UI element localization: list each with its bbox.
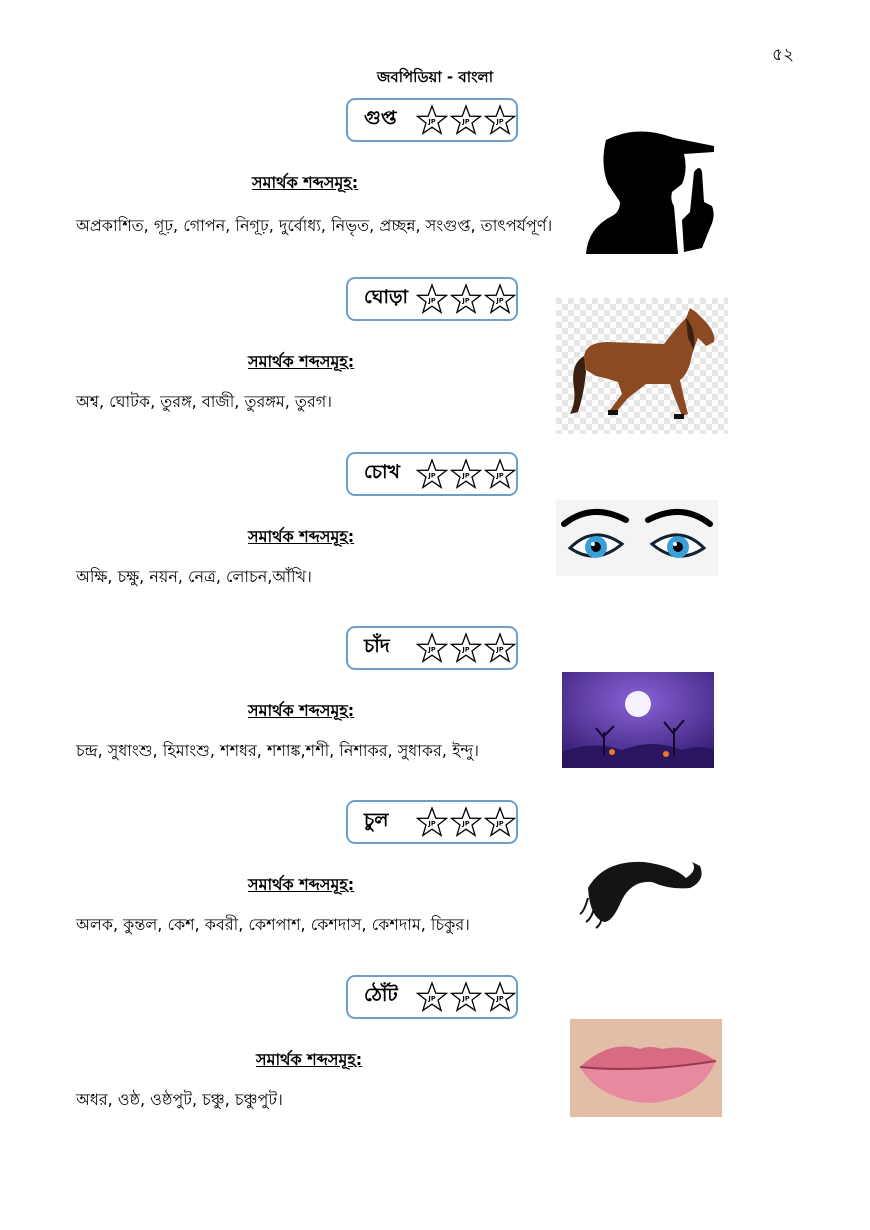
svg-text:JP: JP [462,471,470,480]
svg-text:JP: JP [496,471,504,480]
secret-silhouette-image [586,128,738,254]
star-icon [450,632,482,664]
star-icon [484,981,516,1013]
rating-stars [416,104,516,136]
svg-text:JP: JP [496,994,504,1003]
word-box [346,975,518,1019]
entry-word: গুপ্ত [364,107,397,129]
svg-text:JP: JP [428,994,436,1003]
entry-word: চুল [364,809,389,831]
star-icon [484,806,516,838]
synonyms-heading: সমার্থক শব্দসমূহ: [248,701,355,720]
word-box [346,277,518,321]
star-icon [416,283,448,315]
svg-text:JP: JP [428,117,436,126]
eyes-image [556,500,718,576]
word-box [346,452,518,496]
star-icon [484,458,516,490]
entry-word: চাঁদ [364,635,390,657]
rating-stars [416,283,516,315]
entry-word: ঘোড়া [364,286,409,308]
star-icon [450,104,482,136]
entry-card [0,452,870,622]
svg-text:JP: JP [462,117,470,126]
synonyms-heading: সমার্থক শব্দসমূহ: [252,173,359,192]
page-number: ৫২ [772,45,795,65]
svg-text:JP: JP [462,994,470,1003]
synonyms-heading: সমার্থক শব্দসমূহ: [256,1050,363,1069]
entry-card [0,800,870,970]
synonyms-text: অপ্রকাশিত, গূঢ়, গোপন, নিগূঢ়, দুর্বোধ্য, নিভৃত, প্রচ্ছন্ন, সংগুপ্ত, তাৎপর্যপূর্ণ। [76,216,553,235]
word-box [346,800,518,844]
star-icon [416,632,448,664]
synonyms-text: অক্ষি, চক্ষু, নয়ন, নেত্র, লোচন,আঁখি। [76,567,312,586]
star-icon [450,981,482,1013]
entry-card [0,277,870,447]
synonyms-text: অলক, কুন্তল, কেশ, কবরী, কেশপাশ, কেশদাস, কেশদাম, চিকুর। [76,915,470,934]
lips-image [570,1019,722,1117]
svg-text:JP: JP [462,296,470,305]
rating-stars [416,632,516,664]
synonyms-text: চন্দ্র, সুধাংশু, হিমাংশু, শশধর, শশাঙ্ক,শশী, নিশাকর, সুধাকর, ইন্দু। [76,741,479,760]
star-icon [416,981,448,1013]
svg-text:JP: JP [428,296,436,305]
entry-card [0,975,870,1145]
synonyms-heading: সমার্থক শব্দসমূহ: [248,527,355,546]
entry-word: ঠোঁট [364,984,398,1006]
entry-word: চোখ [364,461,400,483]
rating-stars [416,981,516,1013]
synonyms-text: অশ্ব, ঘোটক, তুরঙ্গ, বাজী, তুরঙ্গম, তুরগ। [76,392,332,411]
moon-night-image [562,672,714,768]
entry-card [0,98,870,268]
svg-text:JP: JP [428,471,436,480]
rating-stars [416,806,516,838]
star-icon [450,806,482,838]
synonyms-text: অধর, ওষ্ঠ, ওষ্ঠপুট, চঞ্চু, চঞ্চুপুট। [76,1090,283,1109]
synonyms-heading: সমার্থক শব্দসমূহ: [248,352,355,371]
star-icon [450,283,482,315]
rating-stars [416,458,516,490]
svg-text:JP: JP [496,819,504,828]
svg-text:JP: JP [496,296,504,305]
star-icon [416,458,448,490]
svg-text:JP: JP [496,117,504,126]
hair-image [574,848,714,948]
star-icon [450,458,482,490]
svg-text:JP: JP [462,645,470,654]
synonyms-heading: সমার্থক শব্দসমূহ: [248,875,355,894]
entry-card [0,626,870,796]
svg-text:JP: JP [496,645,504,654]
star-icon [416,806,448,838]
star-icon [484,283,516,315]
word-box [346,98,518,142]
svg-text:JP: JP [428,645,436,654]
word-box [346,626,518,670]
svg-text:JP: JP [428,819,436,828]
svg-text:JP: JP [462,819,470,828]
star-icon [484,632,516,664]
star-icon [484,104,516,136]
star-icon [416,104,448,136]
horse-image [556,298,728,434]
page-header: জবপিডিয়া - বাংলা [376,68,494,86]
